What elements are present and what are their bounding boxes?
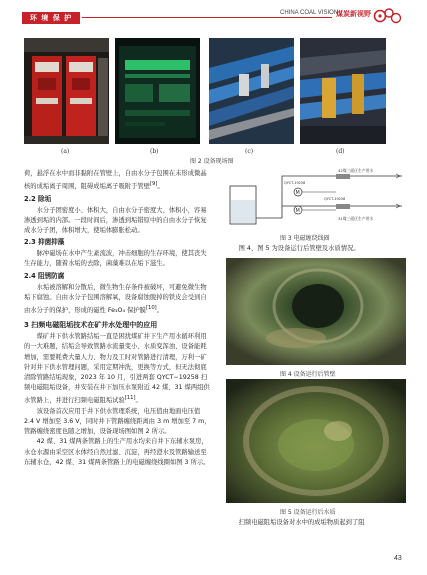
pump-label: M — [295, 208, 300, 214]
photo-label-c: (c) — [245, 148, 254, 155]
journal-logo-icon — [372, 6, 402, 26]
paragraph: 脉冲磁场在水中产生紊流波，冲击细胞的生存环境，使其丧失生存能力，随着水垢的去除，菌藻难以在垢下滋生。 — [24, 250, 207, 268]
photo-c-pipes — [209, 38, 294, 144]
figure3-caption: 图 3 电磁缠绕线圈 — [280, 235, 330, 242]
paragraph: 水分子团密度小、体积大，自由水分子密度大、体积小，容易渗透到垢的内部。一段时间后，渗透到垢错原中的自由水分子恢复成水分子团，体积增大，使垢体膨胀松动。 — [24, 206, 207, 234]
section-tag: 环 境 保 护 — [22, 12, 80, 24]
outflow-label-42: 42煤三面区生产用水 — [338, 168, 374, 173]
photo-label-a: (a) — [61, 148, 70, 155]
photo-b-green-panel — [115, 38, 200, 144]
photo-label-d: (d) — [336, 148, 345, 155]
photo-a-red-cabinets — [24, 38, 109, 144]
figure3-coil-diagram — [226, 166, 406, 230]
photo-d-pipes-coils — [300, 38, 386, 144]
outflow-label-31: 31煤三面区生产用水 — [338, 216, 374, 221]
paragraph: 42 煤、31 煤两条管路上的生产用水均来自井下东辅水泵房，水仓水源由采空区水体经自然过滤、沉淀，再经澄水及管路输送至东辅水仓，42 煤、31 煤两条管路上的电磁缠绕线圈如图 3 所示。 — [24, 438, 210, 466]
heading-2-2: 2.2 除垢 — [24, 194, 52, 203]
heading-2-4: 2.4 阻锈防腐 — [24, 271, 65, 280]
page-number: 43 — [394, 555, 402, 562]
paragraph: 该设备首次应用于井下供水管理系统，电压值由地面电压值 2.4 V 增加至 3.6 V，同时井下管路缠绕距离由 3 m 增加至 7 m，管路缠绕密度也随之增加，设备现场图如图 2 所示。 — [24, 407, 211, 436]
figure4-caption: 图 4 设备运行后管壁 — [280, 371, 336, 378]
device-label-2: QYCT-19258 — [324, 197, 346, 201]
journal-name-en: CHINA COAL VISION — [280, 10, 339, 16]
figure4-pipe-wall-photo — [226, 258, 406, 365]
figure5-water-quality-photo — [226, 379, 406, 503]
figure2-caption: 图 2 设备现场图 — [190, 158, 234, 165]
device-label-1: QYCT-19258 — [284, 181, 306, 185]
paragraph: 扫频电磁阻垢设备对水中的成垢物质起到了阻 — [238, 519, 365, 526]
paragraph: 荷，悬浮在水中而非黏附在管壁上，自由水分子包围在未形成微晶核的成垢离子周围，阻碍成垢离子吸附于管壁[9]。 — [24, 170, 207, 191]
right-column-end — [226, 518, 406, 528]
figure5-caption: 图 5 设备运行后水质 — [280, 509, 336, 516]
right-column-intro — [226, 244, 406, 254]
photo-label-b: (b) — [150, 148, 159, 155]
heading-2-3: 2.3 抑菌抑藻 — [24, 238, 65, 247]
pump-label: M — [295, 190, 300, 196]
paragraph: 水垢被溶解和分散后，微生物生存条件被破坏，可避免微生物垢下腐蚀。自由水分子包围溶解氧，设备腐蚀脱掉的铁皮会受到自由水分子的保护，形成的磁性 Fe₃O₄ 保护膜[10]。 — [24, 283, 207, 315]
journal-name-cn: 煤炭新视野 — [336, 10, 371, 18]
left-column — [24, 169, 212, 468]
heading-3: 3 扫频电磁阻垢技术在矿井水处理中的应用 — [24, 321, 158, 330]
header-rule — [82, 17, 332, 18]
paragraph: 煤矿井下供水管路结垢一直是困扰煤矿井下生产用水循环利用的一大难题，结垢会导致管路水流量变小、水质变浑浊、设备能耗增加，需要耗费大量人力、物力及工时对管路进行清理，万利一矿针对井下供水管理问题，采用定期冲洗，更换等方式，但无法彻底清除管路结垢现象，2023 年 10 月，引进两套 QYCT−19258 扫频电磁阻垢设备，并安装在井下加压水泵附近 42 煤、31 煤两组供水管路上，并进行扫频电磁阻垢试验[11]。 — [24, 333, 210, 405]
paragraph: 图 4、图 5 为设备运行后管壁及水质情况。 — [238, 245, 360, 252]
